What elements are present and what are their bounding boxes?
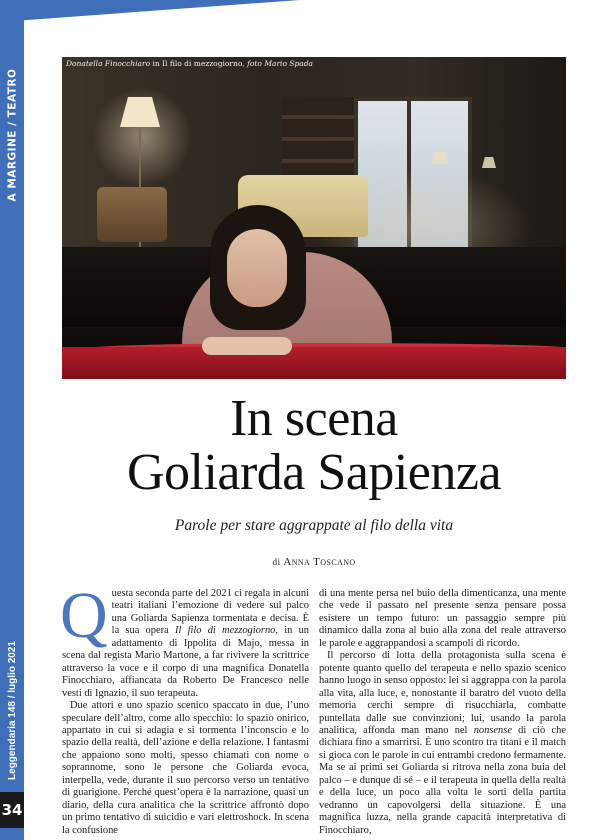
paragraph-4 (319, 650, 566, 837)
paragraph-2: Due attori e uno spazio scenico spaccato in due, l’uno speculare dell’altro, come allo specchio: lo spazio onirico, appartato in cui si adagia e si tormenta l’inconscio e lo spazio della realtà, dell’azione e della relazione. I fantasmi che appaiono sono molti, spesso chiamati con nome o soprannome, sono le persone che Goliarda evoca, interpella, vede, durante il suo percorso verso un tentativo di guarigione. Perché quest’opera è la narrazione, quasi un diario, della cura analitica che la scrittrice affrontò dopo un primo tentativo di suicidio e vari elettroshock. In scena la confusione (62, 700, 309, 836)
paragraph-1-work-title: Il filo di mezzogiorno (174, 625, 276, 637)
author-name: Anna Toscano (283, 556, 356, 568)
column-right (319, 588, 566, 836)
section-label-text: A MARGINE / TEATRO (6, 68, 18, 202)
byline-prefix: di (272, 558, 284, 568)
issue-label-text: Leggendaria 148 / luglio 2021 (6, 640, 18, 780)
paragraph-4-text-a: Il percorso di lotta della protagonista sulla scena è potente quanto quello del terapeuta e nello spazio scenico hanno luogo in senso opposto: lei si aggrappa con la parola alla vita, alla luce, e, nonostante il baratro del vuoto della memoria cerchi sempre di risucchiarla, combatte puntellata dalle sue convinzioni; lui, usando la parola analitica, affonda man mano nel (319, 650, 566, 736)
photo-actress-face (227, 229, 287, 307)
title-line-2: Goliarda Sapienza (126, 444, 502, 501)
title-line-1: In scena (230, 390, 398, 447)
paragraph-4-italic: nonsense (473, 724, 512, 736)
issue-label (2, 640, 22, 780)
column-left (60, 579, 310, 836)
section-label (2, 60, 22, 210)
paragraph-1-text-a: uesta seconda parte del 2021 ci regala in alcuni teatri italiani l’emozione di vedere sul palco una Goliarda Sapienza tormentata e decisa. È la sua opera (111, 588, 309, 637)
caption-person: Donatella Finocchiaro (66, 59, 151, 68)
photo-actress-hands (202, 337, 292, 355)
paragraph-1-text-b: , in un adattamento di Ippolita di Majo, messa in scena dal regista Mario Martone, a far rivivere la scrittrice attraverso la voce e il corpo di una magnifica Donatella Finocchiaro, affiancata da Roberto De Francesco nelle vesti di Ignazio, il suo terapeuta. (62, 625, 310, 699)
article-subtitle: Parole per stare aggrappate al filo della vita (174, 517, 454, 534)
photo-red-platform (62, 347, 566, 379)
article-title (62, 392, 566, 500)
caption-credit: , foto Mario Spada (242, 59, 314, 68)
photo-armchair (97, 187, 167, 242)
page-number: 34 (0, 792, 24, 828)
paragraph-3: di una mente persa nel buio della dimenticanza, una mente che vede il passato nel presente senza pensare possa esistere un tempo futuro: un passaggio sempre più dinamico dalla zona al buio alla zona del reale attraverso le parole e aggrappandosi a scampoli di ricordo. (319, 588, 566, 649)
paragraph-1 (60, 579, 310, 700)
top-corner-decoration (0, 0, 300, 22)
photo-caption (66, 59, 313, 68)
caption-in: in (150, 59, 163, 68)
byline (62, 556, 566, 568)
paragraph-4-text-b: di ciò che dichiara fino a smarrirsi. È uno scontro tra titani e il match si gioca con le parole in cui entrambi credono fermamente. Ma se ai primi set Goliarda si ritrova nella zona buia del palco – e dunque di sé – e il terapeuta in quella della realtà e della luce, un poco alla volta le sorti della partita vedranno un capovolgersi della situazione. È una magnifica luzza, nella grande capacità interpretativa di Finocchiaro, (319, 724, 566, 836)
drop-cap: Q (60, 579, 108, 652)
caption-title: Il filo di mezzogiorno (162, 59, 243, 68)
article-photo (62, 57, 566, 379)
